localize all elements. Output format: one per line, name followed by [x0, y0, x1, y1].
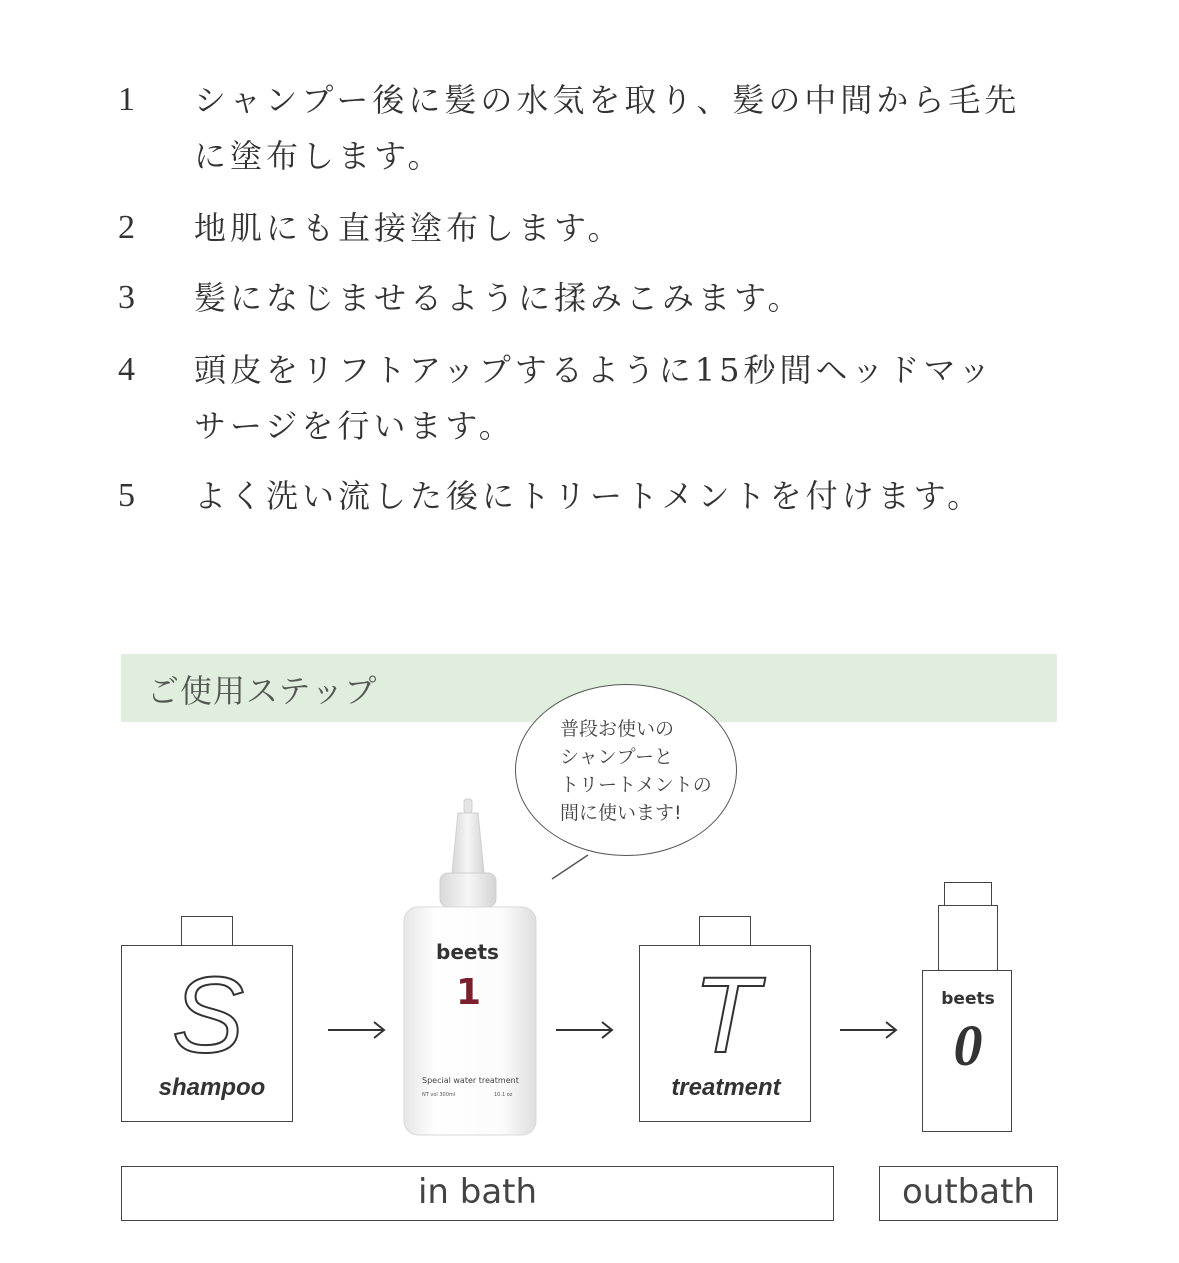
treatment-cap — [699, 916, 751, 946]
step-text: 頭皮をリフトアップするように15秒間ヘッドマッ サージを行います。 — [194, 351, 995, 445]
step-text: シャンプー後に髪の水気を取り、髪の中間から毛先 に塗布します。 — [194, 81, 1021, 175]
speech-bubble: 普段お使いの シャンプーと トリートメントの 間に使います! — [515, 684, 737, 856]
treatment-letter: T — [693, 954, 759, 1075]
beets-0-neck — [938, 905, 998, 971]
arrow-right-icon — [326, 1018, 388, 1042]
treatment-label: treatment — [671, 1074, 781, 1101]
beets-0-brand: beets — [941, 989, 995, 1009]
beets-1-volume-ml: NT vol 300ml — [422, 1092, 456, 1098]
step-text: よく洗い流した後にトリートメントを付けます。 — [194, 477, 984, 515]
step-number: 4 — [118, 351, 135, 388]
shampoo-body — [121, 945, 293, 1122]
beets-1-product-name: Special water treatment — [422, 1076, 519, 1085]
shampoo-label: shampoo — [158, 1074, 266, 1101]
arrow-right-icon — [838, 1018, 900, 1042]
step-number: 5 — [118, 477, 135, 514]
beets-0-cap-top — [944, 882, 992, 906]
shampoo-letter: S — [171, 954, 245, 1075]
step-text: 地肌にも直接塗布します。 — [194, 209, 624, 247]
beets-1-number: 1 — [456, 972, 482, 1013]
section-title: ご使用ステップ — [147, 672, 378, 710]
beets-1-volume-oz: 10.1 oz — [494, 1092, 513, 1098]
step-text: 髪になじませるように揉みこみます。 — [194, 279, 804, 317]
beets-0-body — [922, 970, 1012, 1132]
step-number: 3 — [118, 279, 135, 316]
step-number: 1 — [118, 81, 135, 118]
arrow-right-icon — [554, 1018, 616, 1042]
beets-1-brand: beets — [436, 940, 499, 964]
step-number: 2 — [118, 209, 135, 246]
shampoo-cap — [181, 916, 233, 946]
outbath-label: outbath — [879, 1166, 1058, 1221]
treatment-body — [639, 945, 811, 1122]
beets-1-bottle-shape — [400, 795, 540, 1140]
in-bath-label: in bath — [121, 1166, 834, 1221]
beets-0-number: 0 — [953, 1013, 983, 1078]
